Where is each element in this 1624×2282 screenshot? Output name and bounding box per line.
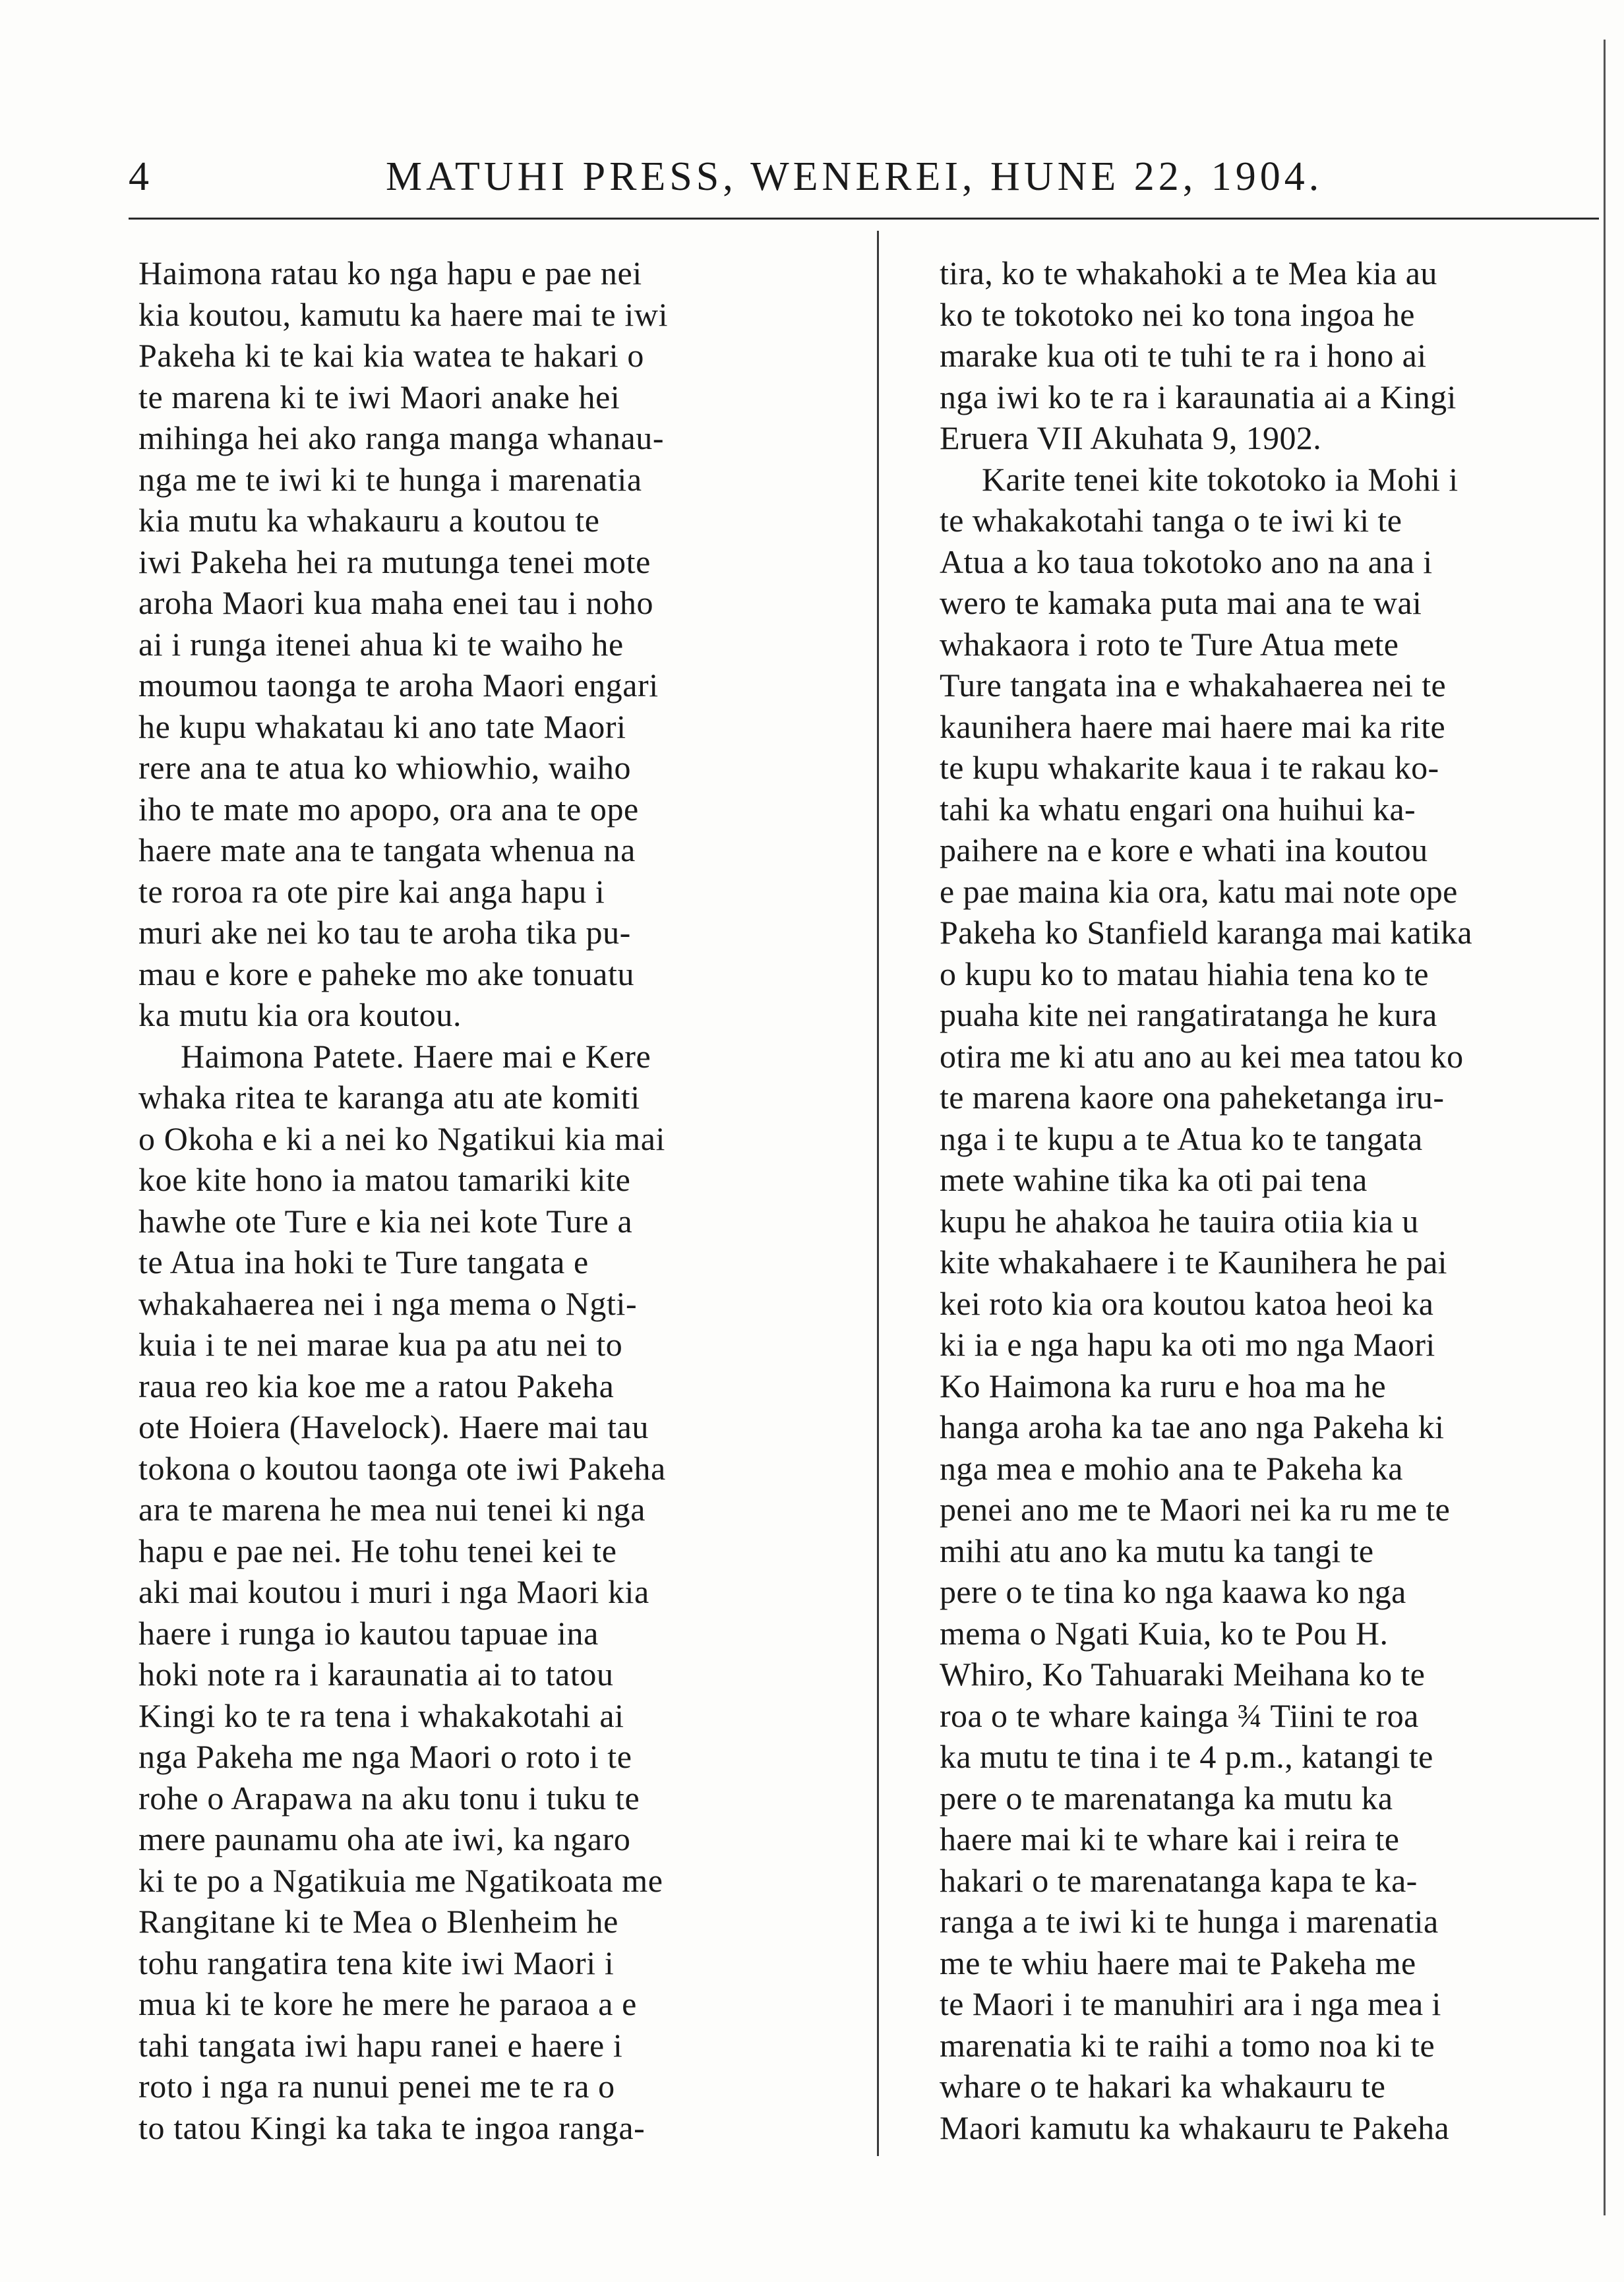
- text-line: tahi tangata iwi hapu ranei e haere i: [138, 2026, 623, 2064]
- text-line: Pakeha ko Stanfield karanga mai katika: [940, 914, 1472, 951]
- text-line: ai i runga itenei ahua ki te waiho he: [138, 625, 624, 663]
- text-line: ki ia e nga hapu ka oti mo nga Maori: [940, 1326, 1435, 1363]
- text-line: nga mea e mohio ana te Pakeha ka: [940, 1449, 1403, 1487]
- text-line: tahi ka whatu engari ona huihui ka-: [940, 790, 1416, 827]
- text-line: hapu e pae nei. He tohu tenei kei te: [138, 1532, 617, 1569]
- text-line: otira me ki atu ano au kei mea tatou ko: [940, 1037, 1464, 1075]
- text-line: Rangitane ki te Mea o Blenheim he: [138, 1903, 618, 1940]
- text-line: te Maori i te manuhiri ara i nga mea i: [940, 1985, 1441, 2022]
- text-line: te Atua ina hoki te Ture tangata e: [138, 1244, 589, 1280]
- text-line: te marena kaore ona paheketanga iru-: [940, 1079, 1445, 1116]
- text-line: o Okoha e ki a nei ko Ngatikui kia mai: [138, 1120, 665, 1157]
- text-line: tira, ko te whakahoki a te Mea kia au: [940, 255, 1437, 291]
- text-line: pere o te tina ko nga kaawa ko nga: [940, 1573, 1406, 1610]
- text-line: mihinga hei ako ranga manga whanau-: [138, 419, 665, 456]
- text-line: hanga aroha ka tae ano nga Pakeha ki: [940, 1408, 1445, 1445]
- text-line: kite whakahaere i te Kaunihera he pai: [940, 1244, 1447, 1280]
- text-line: marenatia ki te raihi a tomo noa ki te: [940, 2026, 1435, 2064]
- text-line: e pae maina kia ora, katu mai note ope: [940, 872, 1458, 910]
- text-line: hakari o te marenatanga kapa te ka-: [940, 1861, 1418, 1899]
- text-line: Pakeha ki te kai kia watea te hakari o: [138, 337, 644, 374]
- text-line: haere mate ana te tangata whenua na: [138, 831, 636, 868]
- text-line: mau e kore e paheke mo ake tonuatu: [138, 955, 635, 992]
- page-number: 4: [129, 154, 149, 199]
- text-line: nga iwi ko te ra i karaunatia ai a Kingi: [940, 378, 1457, 415]
- text-line: ote Hoiera (Havelock). Haere mai tau: [138, 1408, 649, 1445]
- text-line: to tatou Kingi ka taka te ingoa ranga-: [138, 2109, 646, 2146]
- text-line: puaha kite nei rangatiratanga he kura: [940, 996, 1437, 1033]
- text-line: te kupu whakarite kaua i te rakau ko-: [940, 749, 1439, 786]
- text-line: mua ki te kore he mere he paraoa a e: [138, 1985, 637, 2022]
- text-line: mema o Ngati Kuia, ko te Pou H.: [940, 1614, 1389, 1652]
- text-line: kia mutu ka whakauru a koutou te: [138, 502, 600, 539]
- text-line: koe kite hono ia matou tamariki kite: [138, 1161, 631, 1198]
- text-line: ranga a te iwi ki te hunga i marenatia: [940, 1903, 1439, 1940]
- text-line: Kingi ko te ra tena i whakakotahi ai: [138, 1696, 624, 1734]
- text-line: nga Pakeha me nga Maori o roto i te: [138, 1738, 632, 1775]
- text-line: Ko Haimona ka ruru e hoa ma he: [940, 1367, 1387, 1404]
- text-line: marake kua oti te tuhi te ra i hono ai: [940, 337, 1427, 374]
- text-line: moumou taonga te aroha Maori engari: [138, 667, 659, 704]
- text-line: raua reo kia koe me a ratou Pakeha: [138, 1367, 615, 1404]
- text-line: whaka ritea te karanga atu ate komiti: [138, 1079, 640, 1116]
- text-line: Haimona ratau ko nga hapu e pae nei: [138, 255, 642, 291]
- text-line: Ture tangata ina e whakahaerea nei te: [940, 667, 1447, 704]
- text-line: me te whiu haere mai te Pakeha me: [940, 1944, 1416, 1981]
- text-line: kia koutou, kamutu ka haere mai te iwi: [138, 295, 669, 333]
- text-line: ka mutu kia ora koutou.: [138, 996, 462, 1033]
- text-line: kei roto kia ora koutou katoa heoi ka: [940, 1284, 1434, 1322]
- text-line: he kupu whakatau ki ano tate Maori: [138, 707, 626, 745]
- text-line: tohu rangatira tena kite iwi Maori i: [138, 1944, 615, 1981]
- text-line: ara te marena he mea nui tenei ki nga: [138, 1491, 646, 1528]
- text-line: iwi Pakeha hei ra mutunga tenei mote: [138, 543, 651, 580]
- text-line: whakahaerea nei i nga mema o Ngti-: [138, 1284, 638, 1322]
- right-column: [940, 253, 1599, 2148]
- text-line: ko te tokotoko nei ko tona ingoa he: [940, 295, 1415, 333]
- text-line: nga i te kupu a te Atua ko te tangata: [940, 1120, 1423, 1157]
- text-line: aki mai koutou i muri i nga Maori kia: [138, 1573, 649, 1610]
- text-line: Karite tenei kite tokotoko ia Mohi i: [982, 460, 1459, 498]
- text-line: kaunihera haere mai haere mai ka rite: [940, 707, 1446, 745]
- text-line: kuia i te nei marae kua pa atu nei to: [138, 1326, 623, 1363]
- running-head: MATUHI PRESS, WENEREI, HUNE 22, 1904.: [386, 154, 1323, 199]
- text-line: Eruera VII Akuhata 9, 1902.: [940, 419, 1322, 456]
- text-line: ka mutu te tina i te 4 p.m., katangi te: [940, 1738, 1433, 1775]
- text-line: Whiro, Ko Tahuaraki Meihana ko te: [940, 1656, 1426, 1693]
- text-line: te marena ki te iwi Maori anake hei: [138, 378, 620, 415]
- text-line: muri ake nei ko tau te aroha tika pu-: [138, 914, 631, 951]
- text-line: whakaora i roto te Ture Atua mete: [940, 625, 1399, 663]
- text-line: paihere na e kore e whati ina koutou: [940, 831, 1428, 868]
- text-line: haere mai ki te whare kai i reira te: [940, 1820, 1400, 1857]
- text-line: penei ano me te Maori nei ka ru me te: [940, 1491, 1451, 1528]
- text-line: nga me te iwi ki te hunga i marenatia: [138, 460, 642, 498]
- text-line: Maori kamutu ka whakauru te Pakeha: [940, 2109, 1450, 2146]
- text-line: te roroa ra ote pire kai anga hapu i: [138, 872, 605, 910]
- text-line: mere paunamu oha ate iwi, ka ngaro: [138, 1820, 631, 1857]
- text-line: haere i runga io kautou tapuae ina: [138, 1614, 599, 1652]
- text-line: roa o te whare kainga ¾ Tiini te roa: [940, 1696, 1419, 1734]
- text-line: hoki note ra i karaunatia ai to tatou: [138, 1656, 614, 1693]
- text-line: te whakakotahi tanga o te iwi ki te: [940, 502, 1402, 539]
- header-rule: [129, 218, 1599, 220]
- text-line: o kupu ko to matau hiahia tena ko te: [940, 955, 1429, 992]
- text-line: tokona o koutou taonga ote iwi Pakeha: [138, 1449, 666, 1487]
- text-line: whare o te hakari ka whakauru te: [940, 2068, 1386, 2105]
- text-line: mete wahine tika ka oti pai tena: [940, 1161, 1368, 1198]
- text-line: rohe o Arapawa na aku tonu i tuku te: [138, 1779, 640, 1817]
- page-edge-line: [1604, 40, 1606, 2215]
- column-divider: [877, 231, 879, 2156]
- text-line: Atua a ko taua tokotoko ano na ana i: [940, 543, 1433, 580]
- text-line: iho te mate mo apopo, ora ana te ope: [138, 790, 639, 827]
- text-line: mihi atu ano ka mutu ka tangi te: [940, 1532, 1374, 1569]
- text-line: pere o te marenatanga ka mutu ka: [940, 1779, 1393, 1817]
- text-line: wero te kamaka puta mai ana te wai: [940, 584, 1422, 621]
- text-line: hawhe ote Ture e kia nei kote Ture a: [138, 1202, 633, 1240]
- left-column: [138, 253, 827, 2148]
- text-line: kupu he ahakoa he tauira otiia kia u: [940, 1202, 1419, 1240]
- page-header: [129, 150, 1599, 203]
- text-line: roto i nga ra nunui penei me te ra o: [138, 2068, 615, 2105]
- text-line: Haimona Patete. Haere mai e Kere: [181, 1037, 651, 1075]
- text-line: ki te po a Ngatikuia me Ngatikoata me: [138, 1861, 663, 1899]
- text-line: rere ana te atua ko whiowhio, waiho: [138, 749, 632, 786]
- text-line: aroha Maori kua maha enei tau i noho: [138, 584, 654, 621]
